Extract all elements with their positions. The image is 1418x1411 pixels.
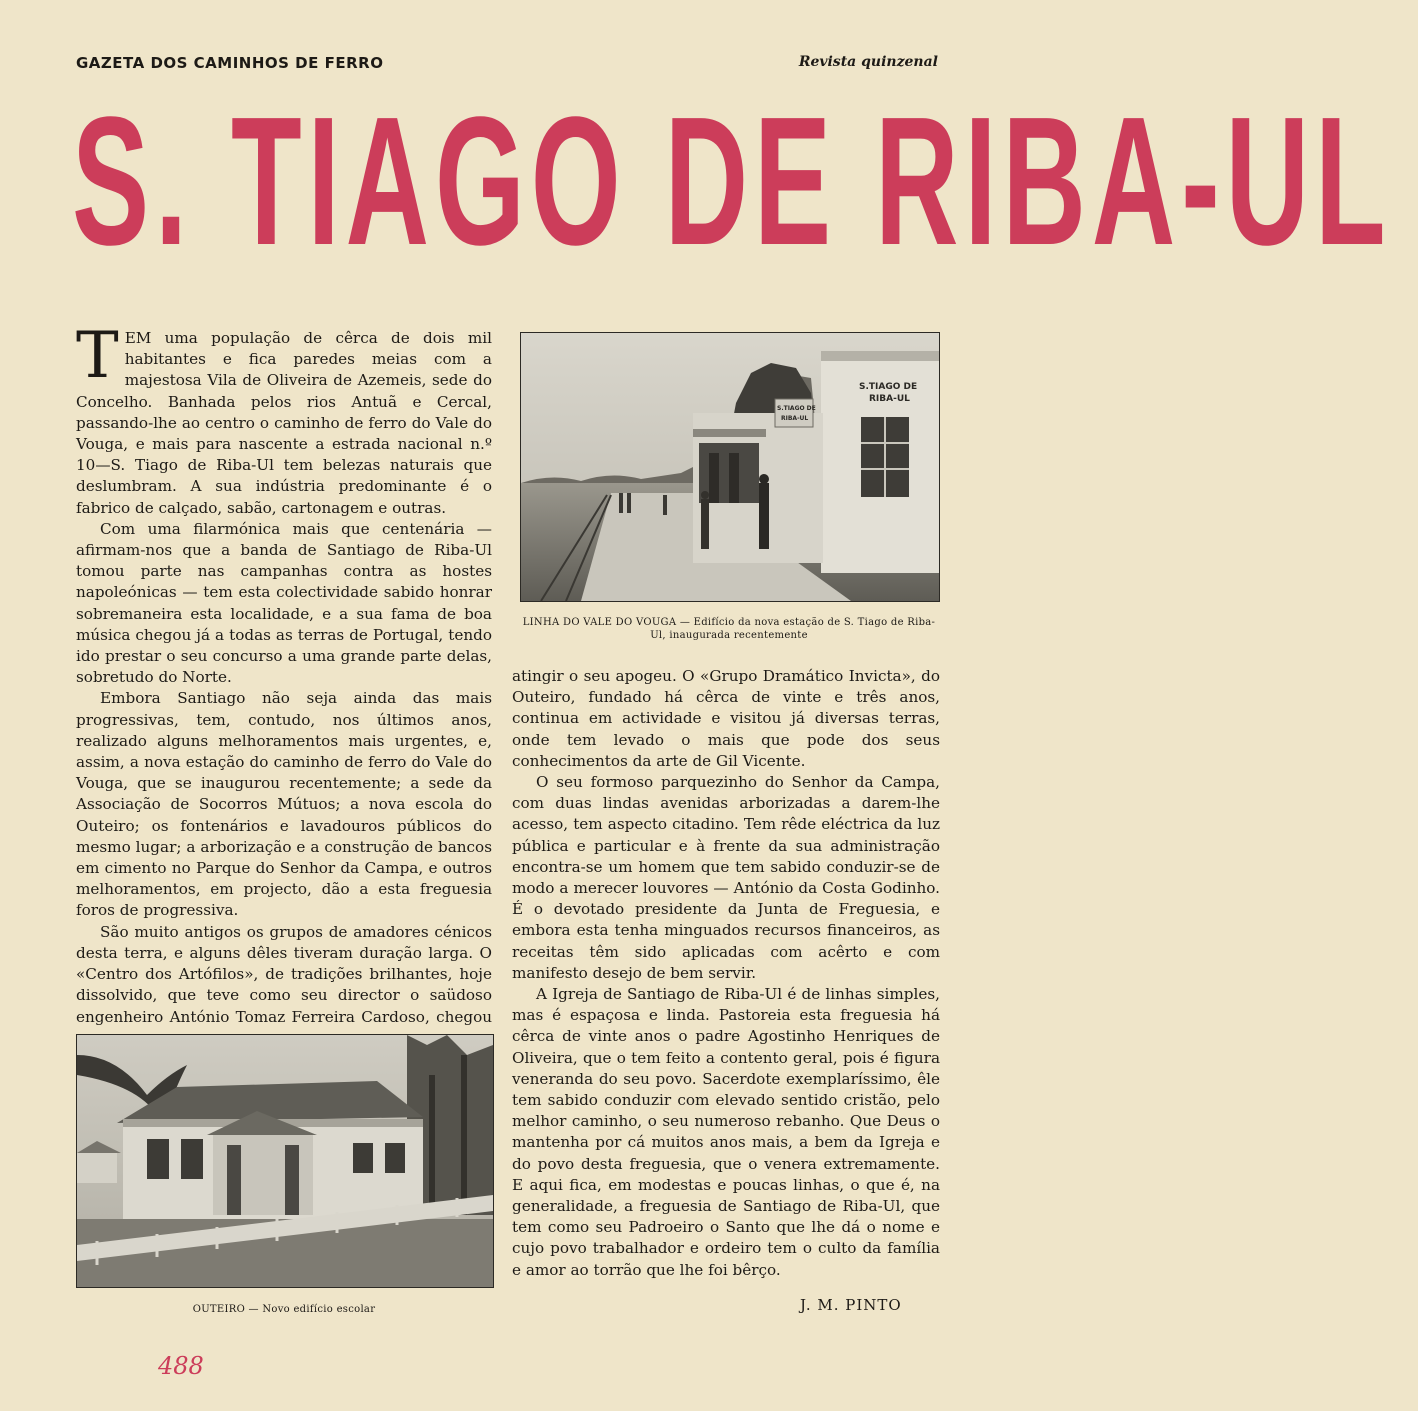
station-sign-line1: S.TIAGO DE <box>859 382 918 392</box>
publication-frequency: Revista quinzenal <box>798 54 938 70</box>
page-number: 488 <box>158 1352 204 1380</box>
paragraph-4-end: atingir o seu apogeu. O «Grupo Dramático Invicta», do Outeiro, fundado há cêrca de vinte e três anos, continua em actividade e visitou já diversas terras, onde tem levado o mais que pode dos seus conhecimentos da arte de Gil Vicente. <box>512 667 940 770</box>
article-title-box <box>72 79 1392 285</box>
station-illustration <box>521 333 939 601</box>
paragraph-5: O seu formoso parquezinho do Senhor da Campa, com duas lindas avenidas arborizadas a darem-lhe acesso, tem aspecto citadino. Tem rêde eléctrica da luz pública e particular e à frente da sua administração encontra-se um homem que tem sabido conduzir-se de modo a merecer louvores — António da Costa Godinho. É o devotado presidente da Junta de Freguesia, e embora esta tenha minguados recursos financeiros, as receitas têm sido aplicadas com acêrto e com manifesto desejo de bem servir. <box>512 773 940 982</box>
right-column <box>512 666 940 1281</box>
school-illustration <box>77 1035 493 1287</box>
paragraph-1-text: EM uma população de cêrca de dois mil habitantes e fica paredes meias com a majestosa Vila de Oliveira de Azemeis, sede do Concelho. Banhada pelos rios Antuã e Cercal, passando-lhe ao centro o caminho de ferro do Vale do Vouga, e mais para nascente a estrada nacional n.º 10—S. Tiago de Riba-Ul tem belezas naturais que deslumbram. A sua indústria predominante é o fabrico de calçado, sabão, cartonagem e outras. <box>76 329 492 517</box>
article-author: J. M. PINTO <box>800 1296 902 1314</box>
left-column <box>76 319 492 1049</box>
station-photo <box>520 332 940 602</box>
station-photo-caption: LINHA DO VALE DO VOUGA — Edifício da nova estação de S. Tiago de Riba-Ul, inaugurada recentemente <box>522 617 936 641</box>
paragraph-3: Embora Santiago não seja ainda das mais progressivas, tem, contudo, nos últimos anos, realizado alguns melhoramentos mais urgentes, e, assim, a nova estação do caminho de ferro do Vale do Vouga, que se inaugurou recentemente; a sede da Associação de Socorros Mútuos; a nova escola do Outeiro; os fontenários e lavadouros públicos do mesmo lugar; a arborização e a construção de bancos em cimento no Parque do Senhor da Campa, e outros melhoramentos, em projecto, dão a esta freguesia foros de progressiva. <box>76 689 492 920</box>
paragraph-1 <box>76 319 492 519</box>
school-photo-caption: OUTEIRO — Novo edifício escolar <box>192 1304 376 1315</box>
station-sign-line2: RIBA-UL <box>869 394 910 404</box>
school-photo <box>76 1034 494 1288</box>
paragraph-6: A Igreja de Santiago de Riba-Ul é de linhas simples, mas é espaçosa e linda. Pastoreia esta freguesia há cêrca de vinte anos o padre Agostinho Henriques de Oliveira, que o tem feito a contento geral, pois é figura veneranda do seu povo. Sacerdote exemplaríssimo, êle tem sabido conduzir com elevado sentido cristão, pelo melhor caminho, o seu numeroso rebanho. Que Deus o mantenha por cá muitos anos mais, a bem da Igreja e do povo desta freguesia, que o venera extremamente. E aqui fica, em modestas e poucas linhas, o que é, na generalidade, a freguesia de Santiago de Riba-Ul, que tem como seu Padroeiro o Santo que lhe dá o nome e cujo povo trabalhador e ordeiro tem o culto da família e amor ao torrão que lhe foi bêrço. <box>512 985 940 1279</box>
station-small-sign-line2: RIBA-UL <box>781 415 809 422</box>
station-small-sign-line1: S.TIAGO DE <box>777 405 816 412</box>
publication-name: GAZETA DOS CAMINHOS DE FERRO <box>76 54 384 72</box>
paragraph-4-start: São muito antigos os grupos de amadores cénicos desta terra, e alguns dêles tiveram duração larga. O «Centro dos Artófilos», de tradições brilhantes, hoje dissolvido, que teve como seu director o saüdoso engenheiro António Tomaz Ferreira Cardoso, chegou <box>76 922 492 1026</box>
paragraph-2: Com uma filarmónica mais que centenária — afirmam-nos que a banda de Santiago de Riba-Ul tomou parte nas campanhas contra as hostes napoleónicas — tem esta colectividade sabido honrar sobremaneira esta localidade, e a sua fama de boa música chegou já a todas as terras de Portugal, tendo ido prestar o seu concurso a uma grande parte delas, sobretudo do Norte. <box>76 519 492 687</box>
article-title: S. TIAGO DE RIBA-UL <box>72 79 1392 285</box>
drop-cap: T <box>76 319 119 393</box>
